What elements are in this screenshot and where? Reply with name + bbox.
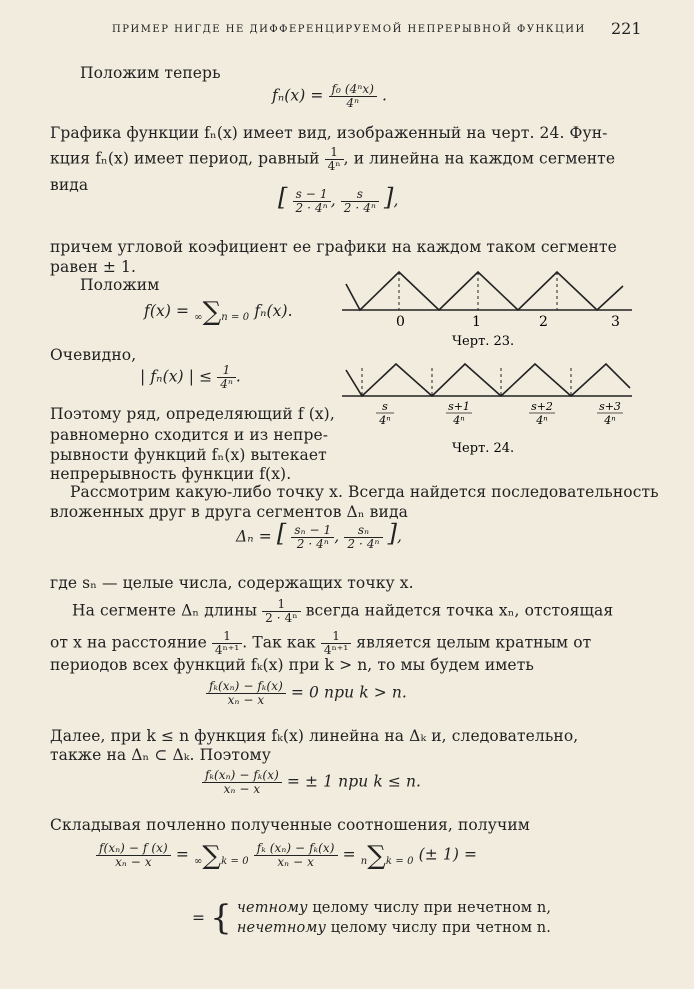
equation-parity: = { четному целому числу при нечетном n, нечетному целому числу при четном n. <box>192 898 552 938</box>
paragraph-convergence-line-3: рывности функций fₙ(x) вытекает <box>50 446 327 464</box>
fig24-tick-0-num: s <box>382 400 388 413</box>
paragraph-graph-line-3: вида <box>50 176 89 194</box>
paragraph-where-sn: где sₙ — целые числа, содержащих точку x. <box>50 574 414 592</box>
paragraph-segment-line-3: периодов всех функций fₖ(x) при k > n, то мы будем иметь <box>50 656 534 674</box>
paragraph-graph-line-1: Графика функции fₙ(x) имеет вид, изображенный на черт. 24. Фун- <box>50 124 608 142</box>
fig23-tick-3: 3 <box>611 314 620 330</box>
equation-sum: $\frac{\text{f(xₙ) − f (x)}}{\text{xₙ − x}}$ = ∞∑k = 0 $\frac{\text{fₖ (xₙ) − fₖ(x)}}{\text{xₙ − x}}$ = n∑k = 0 (± 1) = <box>96 842 477 869</box>
fig23-tick-1: 1 <box>472 314 481 330</box>
paragraph-segment-line-2: от x на расстояние $\frac{1}{\text{4ⁿ⁺¹}}$ . Так как $\frac{1}{\text{4ⁿ⁺¹}}$ является целым кратным от <box>50 629 592 657</box>
paragraph-further-line-2: также на Δₙ ⊂ Δₖ. Поэтому <box>50 746 271 764</box>
fig24-caption: Черт. 24. <box>452 441 515 456</box>
paragraph-intro: Положим теперь <box>80 64 221 82</box>
paragraph-consider-line-1: Рассмотрим какую-либо точку x. Всегда найдется последовательность <box>70 483 659 501</box>
paragraph-slope-line-2: равен ± 1. <box>50 258 137 276</box>
fig23-tick-0: 0 <box>396 314 405 330</box>
paragraph-graph-line-2: кция fₙ(x) имеет период, равный $\frac{1}{\text{4ⁿ}}$ , и линейна на каждом сегменте <box>50 145 616 173</box>
equation-series: f(x) = ∞∑n = 0 fₙ(x). <box>144 297 293 327</box>
paragraph-convergence-line-2: равномерно сходится и из непре- <box>50 426 329 444</box>
running-title: ПРИМЕР НИГДЕ НЕ ДИФФЕРЕНЦИРУЕМОЙ НЕПРЕРЫВНОЙ ФУНКЦИИ <box>112 24 586 35</box>
equation-k-greater-n: $\frac{\text{fₖ(xₙ) − fₖ(x)}}{\text{xₙ − x}}$ = 0 при k > n. <box>206 680 407 707</box>
fig23-caption: Черт. 23. <box>452 334 515 348</box>
fig24-curve <box>346 364 630 396</box>
figure-24 <box>338 360 638 460</box>
paragraph-slope-line-1: причем угловой коэфициент ее графики на каждом таком сегменте <box>50 238 617 256</box>
fig24-tick-0-den: 4ⁿ <box>379 414 391 427</box>
paragraph-obviously: Очевидно, <box>50 346 137 364</box>
fig24-tick-1-den: 4ⁿ <box>453 414 465 427</box>
paragraph-consider-line-2: вложенных друг в друга сегментов Δₙ вида <box>50 503 408 521</box>
paragraph-convergence-line-4: непрерывность функции f(x). <box>50 465 292 483</box>
fig23-curve <box>346 272 623 310</box>
equation-fn-definition: fₙ(x) = $\frac{\text{f₀ (4ⁿx)}}{\text{4ⁿ}}$ . <box>272 82 388 110</box>
fig24-tick-2-den: 4ⁿ <box>536 414 548 427</box>
paragraph-slope-line-3: Положим <box>80 276 160 294</box>
fig24-tick-1-num: s+1 <box>448 400 470 413</box>
fig23-tick-2: 2 <box>539 314 548 330</box>
paragraph-convergence-line-1: Поэтому ряд, определяющий f (x), <box>50 405 335 423</box>
equation-delta-n: Δₙ = [ $\frac{\text{sₙ − 1}}{\text{2 · 4ⁿ}}$ , $\frac{\text{sₙ}}{\text{2 · 4ⁿ}}$ ], <box>236 519 403 551</box>
equation-segment: [ $\frac{s - 1}{\text{2 · 4ⁿ}}$ , $\frac{s}{\text{2 · 4ⁿ}}$ ], <box>278 183 399 215</box>
page-number: 221 <box>611 19 642 38</box>
equation-bound: | fₙ(x) | ≤ $\frac{1}{\text{4ⁿ}}$ . <box>140 363 241 391</box>
fig24-tick-3-num: s+3 <box>599 400 621 413</box>
paragraph-summing: Складывая почленно полученные соотношения, получим <box>50 816 530 834</box>
fig24-tick-2-num: s+2 <box>531 400 553 413</box>
paragraph-segment-line-1: На сегменте Δₙ длины $\frac{1}{\text{2 · 4ⁿ}}$ всегда найдется точка xₙ, отстоящая <box>72 597 614 625</box>
paragraph-further-line-1: Далее, при k ≤ n функция fₖ(x) линейна на Δₖ и, следовательно, <box>50 727 579 745</box>
figure-23 <box>338 268 638 348</box>
equation-k-less-n: $\frac{\text{fₖ(xₙ) − fₖ(x)}}{\text{xₙ − x}}$ = ± 1 при k ≤ n. <box>202 769 421 796</box>
fig24-tick-3-den: 4ⁿ <box>604 414 616 427</box>
